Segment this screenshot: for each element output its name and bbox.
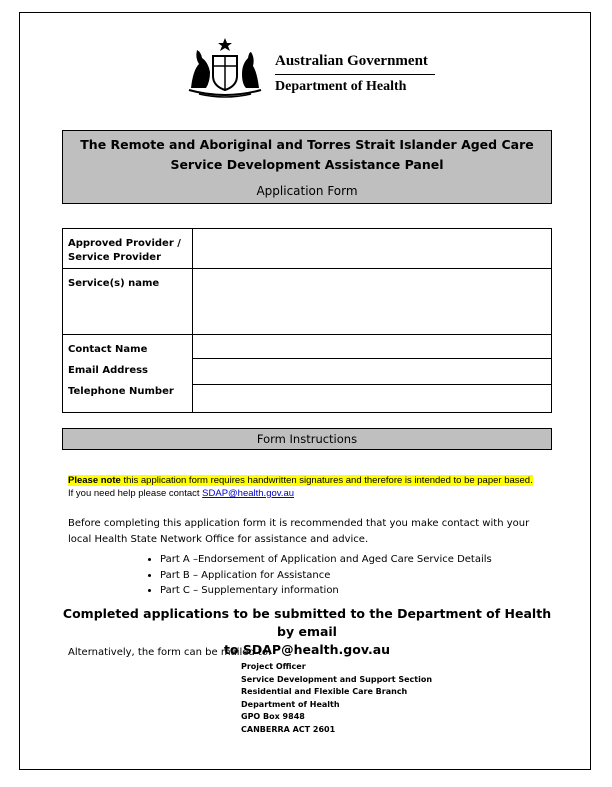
contact-name-label: Contact Name [68,344,148,355]
part-c-item: • Part C – Supplementary information [160,583,492,599]
submit-line-1: Completed applications to be submitted to the Department of Health by email [62,606,552,639]
address-line: Department of Health [241,699,340,709]
note-highlight [68,475,533,486]
address-line: Project Officer [241,662,306,671]
title-line-2: Service Development Assistance Panel [170,157,444,172]
services-field[interactable] [193,269,552,335]
provider-label [63,229,193,269]
note-text: this application form requires handwritten signatures and therefore is intended to be paper based. [120,475,533,486]
before-completing-text: Before completing this application form it is recommended that you make contact with your local Health State Network Office for assistance and advice. [68,518,530,545]
address-line: CANBERRA ACT 2601 [241,724,336,734]
mailing-address [241,661,432,736]
org-name: Australian Government [275,53,428,69]
coat-of-arms-icon [185,36,265,98]
address-line: Residential and Flexible Care Branch [241,687,408,696]
help-text: If you need help please contact [68,488,203,499]
note-bold: Please note [68,475,121,486]
phone-field[interactable] [193,385,552,413]
page-subtitle: Application Form [256,184,358,198]
mail-alternative-text: Alternatively, the form can be mailed to: [68,647,272,658]
page-title [63,135,551,175]
contact-name-field[interactable] [193,335,552,359]
contact-labels-cell [63,335,193,413]
address-line: GPO Box 9848 [241,712,305,721]
title-banner [62,130,552,204]
address-line: Service Development and Support Section [241,674,433,684]
parts-list [140,552,492,599]
phone-label: Telephone Number [68,386,174,397]
submit-line-2: to SDAP@health.gov.au [223,642,391,657]
services-label-text: Service(s) name [68,278,160,289]
part-a-item: • Part A –Endorsement of Application and Aged Care Service Details [160,552,492,568]
email-field[interactable] [193,359,552,385]
paper-note [68,474,538,500]
department-name: Department of Health [275,79,407,94]
help-email-link[interactable]: SDAP@health.gov.au [202,488,295,499]
instructions-heading: Form Instructions [62,428,552,450]
branding-divider [275,74,435,75]
government-branding [275,52,435,95]
title-line-1: The Remote and Aboriginal and Torres Strait Islander Aged Care [80,137,534,152]
part-b-item: • Part B – Application for Assistance [160,568,492,584]
provider-label-line-1: Approved Provider / [68,238,181,249]
email-label: Email Address [68,365,149,376]
provider-label-line-2: Service Provider [68,252,162,263]
services-label [63,269,193,335]
details-table [62,228,552,413]
provider-field[interactable] [193,229,552,269]
